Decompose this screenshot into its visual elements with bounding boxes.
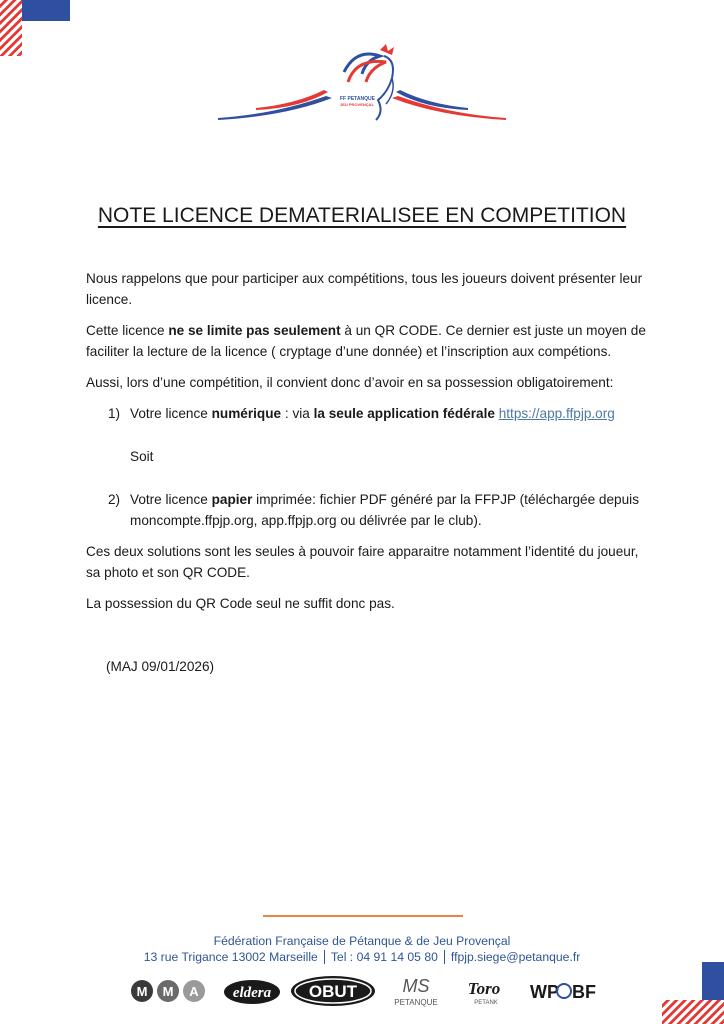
svg-text:PETANQUE: PETANQUE bbox=[394, 998, 438, 1007]
svg-text:Toro: Toro bbox=[467, 979, 501, 998]
corner-block-top-left bbox=[22, 0, 70, 21]
ffpjp-logo bbox=[216, 42, 508, 124]
toro-logo bbox=[460, 972, 510, 1010]
svg-text:BF: BF bbox=[572, 982, 596, 1002]
svg-text:eldera: eldera bbox=[232, 985, 272, 1001]
footer-org-name: Fédération Française de Pétanque & de Jeu Provençal bbox=[213, 934, 511, 948]
paragraph-licence: Cette licence ne se limite pas seulement à un QR CODE. Ce dernier est juste un moyen de faciliter la lecture de la licence ( cryptage d’une donnée) et l’inscription aux compétions. bbox=[86, 323, 646, 359]
footer-separator bbox=[324, 950, 325, 964]
corner-stripes-top-left bbox=[0, 0, 22, 56]
paragraph-qr: La possession du QR Code seul ne suffit donc pas. bbox=[86, 596, 395, 611]
obut-logo bbox=[290, 972, 376, 1010]
footer-address: 13 rue Trigance 13002 Marseille bbox=[143, 950, 318, 964]
svg-text:OBUT: OBUT bbox=[308, 982, 358, 1001]
paragraph-solutions: Ces deux solutions sont les seules à pouvoir faire apparaitre notamment l’identité du joueur, sa photo et son QR CODE. bbox=[86, 544, 639, 580]
ms-petanque-logo bbox=[388, 972, 444, 1010]
logo-text-line2: JEU PROVENÇAL bbox=[340, 102, 375, 107]
svg-text:M: M bbox=[162, 984, 174, 999]
document-title: NOTE LICENCE DEMATERIALISEE EN COMPETITION bbox=[97, 204, 627, 227]
app-link[interactable]: https://app.ffpjp.org bbox=[498, 406, 615, 421]
list-item-papier: 2) Votre licence papier imprimée: fichier PDF généré par la FFPJP (téléchargée depuis moncompte.ffpjp.org, app.ffpjp.org ou délivrée par le club). bbox=[108, 492, 639, 528]
eldera-logo bbox=[222, 972, 282, 1010]
document-body bbox=[86, 268, 652, 677]
svg-text:M: M bbox=[136, 984, 148, 999]
svg-text:MS: MS bbox=[402, 976, 430, 996]
svg-text:A: A bbox=[189, 984, 199, 999]
paragraph-intro: Nous rappelons que pour participer aux compétitions, tous les joueurs doivent présenter leur licence. bbox=[86, 271, 643, 307]
svg-text:PETANK: PETANK bbox=[474, 1000, 498, 1006]
paragraph-obligation: Aussi, lors d’une compétition, il convient donc d’avoir en sa possession obligatoirement: bbox=[86, 375, 614, 390]
footer-phone: Tel : 04 91 14 05 80 bbox=[330, 950, 438, 964]
svg-text:WP: WP bbox=[530, 982, 559, 1002]
sponsor-logos bbox=[130, 972, 600, 1010]
footer-email: ffpjp.siege@petanque.fr bbox=[450, 950, 581, 964]
corner-stripes-bottom-right bbox=[662, 1000, 724, 1024]
wpbf-logo bbox=[528, 972, 596, 1010]
soit-text: Soit bbox=[130, 449, 154, 464]
footer-divider bbox=[263, 915, 463, 917]
footer-separator bbox=[444, 950, 445, 964]
footer-contact bbox=[0, 950, 724, 964]
logo-text-line1: FF PETANQUE bbox=[340, 96, 375, 102]
list-item-numerique: 1) Votre licence numérique : via la seule application fédérale https://app.ffpjp.org bbox=[108, 406, 615, 421]
update-date: (MAJ 09/01/2026) bbox=[106, 659, 215, 674]
mma-logo bbox=[130, 972, 210, 1010]
